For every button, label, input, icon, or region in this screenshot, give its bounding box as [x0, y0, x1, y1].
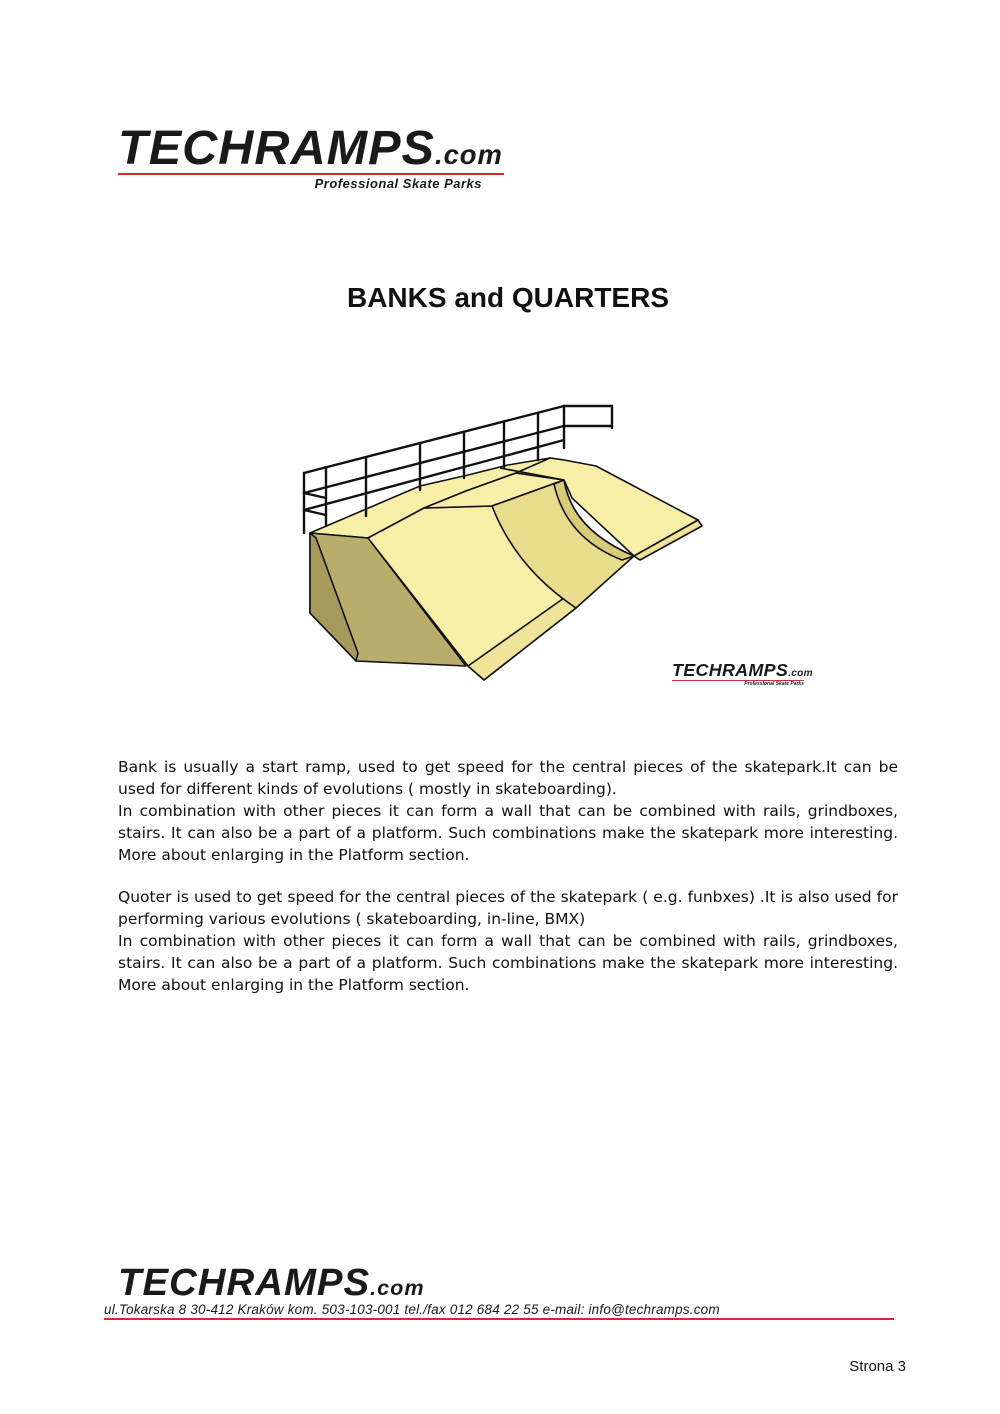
bank-paragraph-1: Bank is usually a start ramp, used to get speed for the central pieces of the skatepark.It can be used for different kinds of evolutions ( mostly in skateboarding). [118, 758, 898, 798]
logo-wordmark-suffix: .com [434, 139, 503, 170]
footer-red-rule [104, 1318, 894, 1320]
quarter-paragraph-2: In combination with other pieces it can form a wall that can be combined with rails, grindboxes, stairs. It can also be a part of a platform. Such combinations make the skatepark more interesting. More about enlarging in the Platform section. [118, 932, 898, 994]
footer-address-text: ul.Tokarska 8 30-412 Kraków kom. 503-103-001 tel./fax 012 684 22 55 e-mail: info@techramps.com [104, 1302, 720, 1317]
techramps-logo-footer [118, 1261, 898, 1304]
quarter-description [118, 886, 898, 996]
logo-wordmark-main: TECHRAMPS [118, 121, 435, 175]
watermark-wordmark-main: TECHRAMPS [672, 660, 789, 680]
footer-contact-address [104, 1302, 894, 1320]
quarter-paragraph-1: Quoter is used to get speed for the central pieces of the skatepark ( e.g. funbxes) .It is also used for performing various evolutions ( skateboarding, in-line, BMX) [118, 888, 898, 928]
techramps-logo-watermark [672, 660, 813, 687]
logo-tagline: Professional Skate Parks [314, 175, 482, 191]
watermark-wordmark [672, 660, 813, 680]
footer-wordmark [118, 1261, 898, 1304]
techramps-logo-header [118, 121, 504, 191]
logo-wordmark [118, 121, 504, 175]
watermark-wordmark-suffix: .com [788, 668, 813, 679]
page-number: Strona 3 [849, 1358, 906, 1375]
bank-paragraph-2: In combination with other pieces it can form a wall that can be combined with rails, grindboxes, stairs. It can also be a part of a platform. Such combinations make the skatepark more interesting. More about enlarging in the Platform section. [118, 802, 898, 864]
footer-wordmark-suffix: .com [370, 1275, 425, 1300]
watermark-tagline: Professional Skate Parks [744, 680, 804, 687]
bank-quarter-ramp-illustration [296, 398, 706, 683]
page-title: BANKS and QUARTERS [346, 282, 669, 313]
footer-wordmark-main: TECHRAMPS [118, 1261, 371, 1304]
bank-description [118, 756, 898, 866]
